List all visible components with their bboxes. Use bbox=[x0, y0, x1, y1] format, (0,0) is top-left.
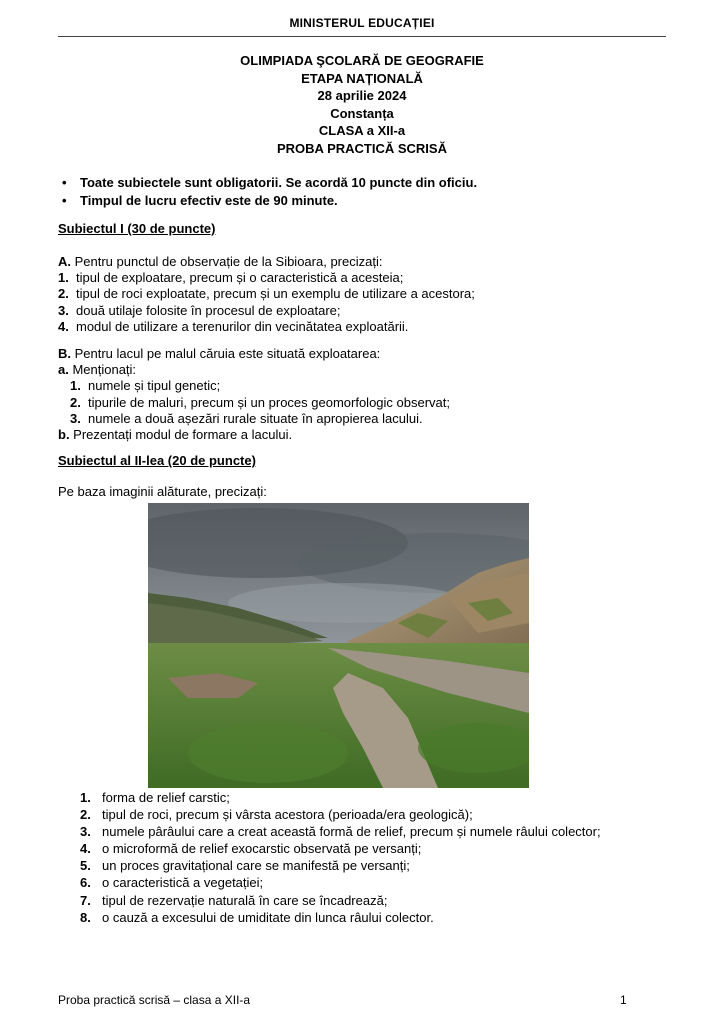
list-item: 1. numele și tipul genetic; bbox=[70, 378, 221, 394]
list-item: 7. tipul de rezervație naturală în care se încadrează; bbox=[80, 892, 388, 908]
ministry-header: MINISTERUL EDUCAȚIEI bbox=[289, 16, 435, 30]
list-item: 3. numele a două așezări rurale situate în apropierea lacului. bbox=[70, 410, 423, 426]
list-item: 8. o cauză a excesului de umiditate din lunca râului colector. bbox=[80, 909, 434, 925]
landscape-photo bbox=[148, 503, 529, 788]
part-b-b-letter: b. bbox=[58, 427, 70, 443]
part-b-a-letter: a. bbox=[58, 362, 69, 378]
list-item: 2. tipul de roci, precum și vârsta acestora (perioada/era geologică); bbox=[80, 807, 473, 823]
part-b-letter: B. bbox=[58, 346, 71, 361]
title-block bbox=[0, 52, 724, 157]
part-b-intro: Pentru lacul pe malul căruia este situată exploatarea: bbox=[71, 346, 381, 361]
instruction-item: • Toate subiectele sunt obligatorii. Se acordă 10 puncte din oficiu. bbox=[58, 174, 678, 192]
list-item: 2. tipurile de maluri, precum și un proces geomorfologic observat; bbox=[70, 394, 451, 410]
instruction-item: • Timpul de lucru efectiv este de 90 minute. bbox=[58, 192, 678, 210]
part-b-a-text: Menționați: bbox=[68, 362, 137, 378]
list-item: 1. forma de relief carstic; bbox=[80, 790, 230, 805]
grade-title: CLASA a XII-a bbox=[318, 123, 406, 138]
list-item: 4. modul de utilizare a terenurilor din vecinătatea exploatării. bbox=[58, 318, 409, 334]
date-title: 28 aprilie 2024 bbox=[317, 88, 407, 103]
list-item: 2. tipul de roci exploatate, precum și un exemplu de utilizare a acestora; bbox=[58, 286, 475, 302]
part-a-intro: Pentru punctul de observație de la Sibioara, precizați: bbox=[71, 254, 383, 269]
page-number: 1 bbox=[620, 993, 627, 1007]
olympiad-title: OLIMPIADA ŞCOLARĂ DE GEOGRAFIE bbox=[240, 53, 484, 68]
subject1-part-b bbox=[58, 346, 678, 443]
test-title: PROBA PRACTICĂ SCRISĂ bbox=[277, 140, 447, 156]
footer-label: Proba practică scrisă – clasa a XII-a bbox=[58, 993, 251, 1007]
subject1-part-a bbox=[58, 254, 678, 335]
part-b-b-text: Prezentați modul de formare a lacului. bbox=[69, 427, 293, 443]
subject1-heading bbox=[58, 221, 678, 237]
city-title: Constanța bbox=[330, 105, 394, 121]
list-item: 4. o microformă de relief exocarstic observată pe versanți; bbox=[80, 841, 422, 857]
instructions-list bbox=[58, 174, 678, 210]
header-divider bbox=[58, 36, 666, 37]
list-item: 1. tipul de exploatare, precum și o caracteristică a acesteia; bbox=[58, 270, 404, 286]
stage-title: ETAPA NAȚIONALĂ bbox=[301, 70, 423, 86]
list-item: 6. o caracteristică a vegetației; bbox=[80, 875, 264, 891]
list-item: 3. două utilaje folosite în procesul de exploatare; bbox=[58, 302, 341, 318]
list-item: 3. numele pârâului care a creat această formă de relief, precum și numele râului colector; bbox=[80, 824, 601, 840]
part-a-letter: A. bbox=[58, 254, 71, 269]
subject2-heading-text: Subiectul al II-lea (20 de puncte) bbox=[58, 453, 256, 468]
subject1-heading-text: Subiectul I (30 de puncte) bbox=[58, 221, 216, 236]
subject2-list bbox=[80, 789, 700, 926]
subject2-intro: Pe baza imaginii alăturate, precizați: bbox=[58, 484, 267, 499]
list-item: 5. un proces gravitațional care se manifestă pe versanți; bbox=[80, 858, 410, 874]
subject2-heading bbox=[58, 453, 678, 469]
